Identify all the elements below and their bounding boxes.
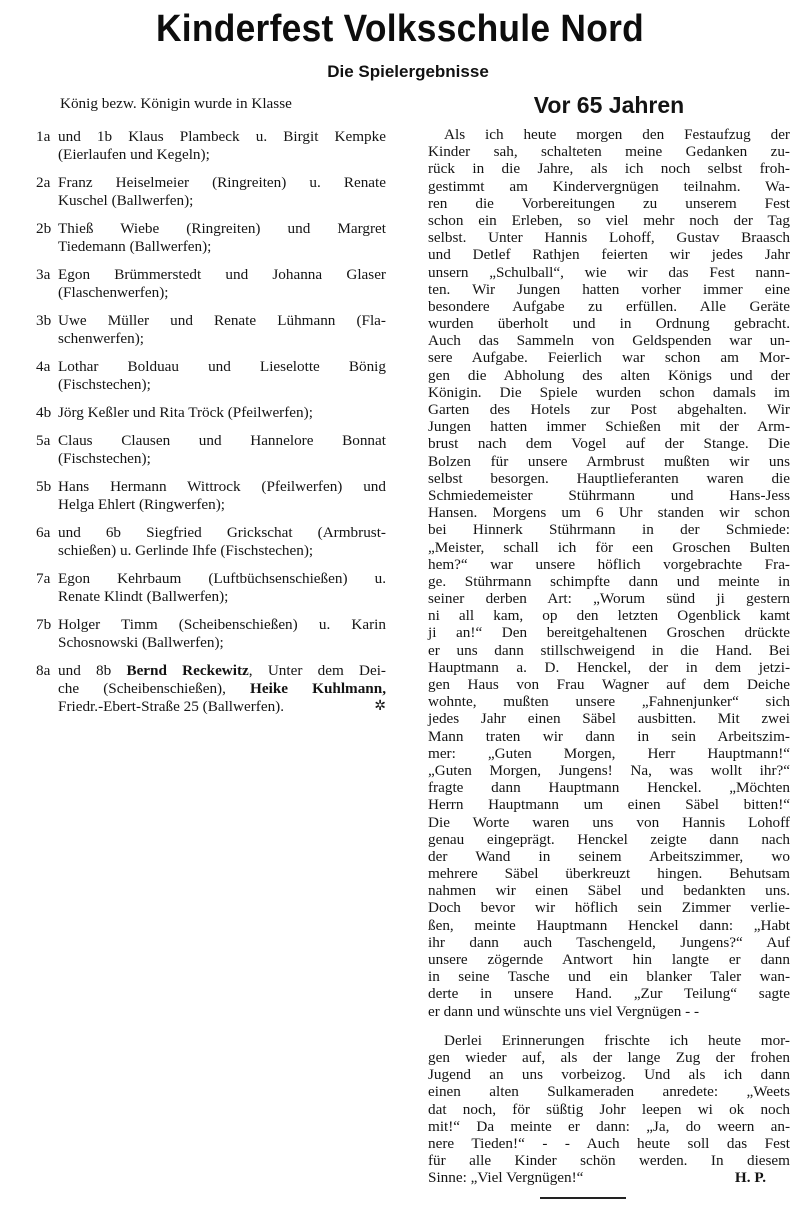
text-line: Herrn Hauptmann um einen Säbel bitten!“ <box>428 796 790 814</box>
text-line: Tiedemann (Ballwerfen); <box>58 238 212 255</box>
result-entry <box>36 616 386 652</box>
class-label: 4b <box>36 404 52 421</box>
text-line: fragte dann Hauptmann Henckel. „Möchten <box>428 779 790 797</box>
text-line: Königin. Die Spiele wurden schon damals im <box>428 383 790 401</box>
text-line: gestimmt am Kindervergnügen teilnahm. Wa- <box>428 177 790 195</box>
text-line: und 1b Klaus Plambeck u. Birgit Kempke <box>58 128 386 145</box>
class-label: 3b <box>36 312 52 329</box>
text-line: besondere Aufgabe zu erfüllen. Alle Geräte <box>428 297 790 315</box>
text-line: Franz Heiselmeier (Ringreiten) u. Renate <box>58 174 386 191</box>
results-list <box>36 128 386 716</box>
class-label: 2a <box>36 174 51 191</box>
result-entry <box>36 570 386 606</box>
text-line: Kuschel (Ballwerfen); <box>58 192 194 209</box>
text-line: Claus Clausen und Hannelore Bonnat <box>58 432 386 449</box>
text-line: Die Worte waren uns von Hannis Lohoff <box>428 813 790 831</box>
text-line: bei Hinnerk Stührmann in der Schmiede: <box>428 521 790 539</box>
text-line: er dann und wünschte uns viel Vergnügen - - <box>428 1002 700 1020</box>
text-line: und 6b Siegfried Grickschat (Armbrust- <box>58 524 386 541</box>
text-line: genau eingeprägt. Henckel zeigte dann nach <box>428 830 790 848</box>
text-line: Schosnowski (Ballwerfen); <box>58 634 224 651</box>
text-line: gen die Abholung des alten Königs und der <box>428 366 790 384</box>
text-line: Holger Timm (Scheibenschießen) u. Karin <box>58 616 386 633</box>
result-entry <box>36 128 386 164</box>
text-line: (Eierlaufen und Kegeln); <box>58 146 210 163</box>
result-entry <box>36 662 386 716</box>
text-line: nere Tieden!“ - - Auch heute soll das Fest <box>428 1134 790 1152</box>
result-entry <box>36 358 386 394</box>
text-line: selbst besorgen. Hauptlieferanten waren die <box>428 469 790 487</box>
text-line: Bolzen für unsere Armbrust mußten wir uns <box>428 452 790 470</box>
text-line: schießen) u. Gerlinde Ihfe (Fischstechen); <box>58 542 314 559</box>
class-label: 5b <box>36 478 52 495</box>
class-label: 5a <box>36 432 51 449</box>
text-line: „Guten Morgen, Jungens! Na, was wollt ihr?“ <box>428 761 790 779</box>
text-line: Hauptmann a. D. Henckel, der in dem jetzi- <box>428 658 790 676</box>
results-intro: König bezw. Königin wurde in Klasse <box>60 95 292 112</box>
closing-line <box>428 1169 790 1186</box>
text-line: Garten des Hotels zur Post abgehalten. Wir <box>428 401 790 418</box>
page-title: Kinderfest Volksschule Nord <box>155 8 645 50</box>
result-entry <box>36 404 386 422</box>
text-line: Jungen hatten immer Schießen mit der Arm- <box>428 418 790 436</box>
text-line: Derlei Erinnerungen frischte ich heute mor- <box>444 1031 790 1049</box>
results-column <box>36 94 386 716</box>
text-line: Kinder sah, schalteten meine Gedanken zu- <box>428 143 790 161</box>
text-line: schenwerfen); <box>58 330 145 347</box>
text-line: Hansen. Morgens um 6 Uhr standen wir schon <box>428 504 790 522</box>
article-paragraph <box>428 1032 790 1187</box>
text-line: Thieß Wiebe (Ringreiten) und Margret <box>58 220 386 237</box>
result-entry <box>36 432 386 468</box>
text-line: ihr dann auch Taschengeld, Jungens?“ Auf <box>428 933 790 951</box>
text-line: ten. Wir Jungen hatten vorher immer eine <box>428 280 790 298</box>
text-line: (Flaschenwerfen); <box>58 284 169 301</box>
text-line: „Meister, schall ich för een Groschen Bulten <box>428 538 790 556</box>
class-label: 2b <box>36 220 52 237</box>
text-line: hem?“ war unsere höflich vorgebrachte Fra- <box>428 555 790 573</box>
text-line: seiner derben Art: „Worum sünd ji gestern <box>428 590 790 608</box>
winner-name: Bernd Reckewitz <box>126 662 249 679</box>
text-segment: che (Scheibenschießen), <box>58 680 251 697</box>
result-entry <box>36 220 386 256</box>
text-line: schon ein Erleben, so viel mehr noch der Tag <box>428 211 790 229</box>
text-line: Friedr.-Ebert-Straße 25 (Ballwerfen). <box>58 698 285 715</box>
article-paragraph <box>428 126 790 1020</box>
class-label: 4a <box>36 358 51 375</box>
text-line: gen wieder auf, als der lange Zug der frohen <box>428 1048 790 1066</box>
text-line: ge. Stührmann schimpfte dann und meinte in <box>428 572 790 590</box>
result-entry <box>36 174 386 210</box>
text-line <box>58 662 386 680</box>
text-line: ni all kam, op den letzten Ogenblick kamt <box>428 607 790 625</box>
text-line: Helga Ehlert (Ringwerfen); <box>58 496 225 513</box>
author-signature: H. P. <box>734 1169 766 1187</box>
text-line: unsere zögernde Antwort hin langte er dann <box>428 951 790 968</box>
class-label: 1a <box>36 128 51 145</box>
text-line: (Fischstechen); <box>58 450 151 467</box>
class-label: 3a <box>36 266 51 283</box>
text-line: für alle Kinder schön werden. In diesem <box>428 1152 790 1170</box>
text-line: sere Aufgabe. Feierlich war schon am Mor- <box>428 349 790 367</box>
text-line: Jugend an uns vorbeizog. Und als ich dann <box>428 1066 790 1084</box>
result-entry <box>36 266 386 302</box>
star-icon: ✲ <box>374 699 386 714</box>
text-line: nahmen wir einen Säbel und bedankten uns. <box>428 882 790 900</box>
result-entry <box>36 478 386 514</box>
result-entry <box>36 524 386 560</box>
text-line: selbst. Unter Hannis Lohoff, Gustav Braasch <box>428 229 790 247</box>
text-line: jedes Jahr einen Säbel ausbitten. Mit zwei <box>428 710 790 728</box>
text-segment: und 8b <box>58 662 127 679</box>
text-segment: , Unter dem Dei- <box>248 662 386 679</box>
page-subtitle: Die Spielergebnisse <box>327 62 489 81</box>
class-label: 7b <box>36 616 52 633</box>
article-column <box>428 90 790 1186</box>
text-line: in seine Tasche und ein blanker Taler wan- <box>428 968 790 986</box>
text-line: Doch bevor wir höflich sein Zimmer verlie- <box>428 899 790 917</box>
text-line <box>58 680 386 698</box>
text-line: Schmiedemeister Stührmann und Hans-Jess <box>428 486 790 504</box>
text-line: Egon Kehrbaum (Luftbüchsenschießen) u. <box>58 570 386 587</box>
end-rule <box>540 1197 626 1199</box>
text-line: Renate Klindt (Ballwerfen); <box>58 588 229 605</box>
text-line: unsern „Schulball“, wie wir das Fest nann- <box>428 263 790 281</box>
class-label: 6a <box>36 524 51 541</box>
text-line: ßen, meinte Hauptmann Henckel dann: „Habt <box>428 916 790 934</box>
text-line: Jörg Keßler und Rita Tröck (Pfeilwerfen); <box>58 404 313 421</box>
class-label: 8a <box>36 662 51 679</box>
winner-name: Heike Kuhlmann, <box>250 680 386 697</box>
text-line: und Detlef Rathjen feierten wir jedes Jahr <box>428 246 790 264</box>
text-line: Egon Brümmerstedt und Johanna Glaser <box>58 266 386 283</box>
text-line: (Fischstechen); <box>58 376 151 393</box>
text-line: ji an!“ Den bereitgehaltenen Groschen drückte <box>428 624 790 642</box>
text-line: Hans Hermann Wittrock (Pfeilwerfen) und <box>58 478 386 495</box>
text-line: Sinne: „Viel Vergnügen!“ <box>428 1169 584 1187</box>
article-body <box>428 126 790 1186</box>
text-line: mehrere Säbel überkreuzt hingen. Behutsam <box>428 865 790 883</box>
text-line: Lothar Bolduau und Lieselotte Bönig <box>58 358 386 375</box>
text-line: wohnte, mußten unsere „Fahnenjunker“ sich <box>428 693 790 711</box>
text-line: mit!“ Da meinte er dann: „Ja, do weern an- <box>428 1117 790 1135</box>
text-line: derte in unsere Hand. „Zur Teilung“ sagte <box>428 985 790 1003</box>
text-line: einen alten Sulkameraden anredete: „Weets <box>428 1083 790 1101</box>
text-line: mer: „Guten Morgen, Herr Hauptmann!“ <box>428 744 790 762</box>
result-entry <box>36 312 386 348</box>
text-line: der Wand in seinem Arbeitszimmer, wo <box>428 847 790 865</box>
text-line: Mann traten wir dann in sein Arbeitszim- <box>428 727 790 745</box>
text-line: gen Haus von Frau Wagner auf dem Deiche <box>428 676 790 693</box>
article-title: Vor 65 Jahren <box>533 92 685 118</box>
text-line: Auch das Sammeln von Geldspenden war un- <box>428 332 790 350</box>
text-line: rück in die Jahre, als ich noch selbst froh- <box>428 160 790 178</box>
class-label: 7a <box>36 570 51 587</box>
text-line: wurden überholt und in Ordnung gebracht. <box>428 315 790 333</box>
text-line: ren die Vorbereitungen zu unserem Fest <box>428 194 790 212</box>
text-line: Als ich heute morgen den Festaufzug der <box>444 126 790 143</box>
text-line: dat noch, för süßtig Johr leepen wi ok noch <box>428 1100 790 1118</box>
text-line: er uns dann stillschweigend in die Hand. Bei <box>428 641 790 659</box>
text-line: brust nach dem Vogel auf der Stange. Die <box>428 435 790 453</box>
text-line: Uwe Müller und Renate Lühmann (Fla- <box>58 312 386 329</box>
